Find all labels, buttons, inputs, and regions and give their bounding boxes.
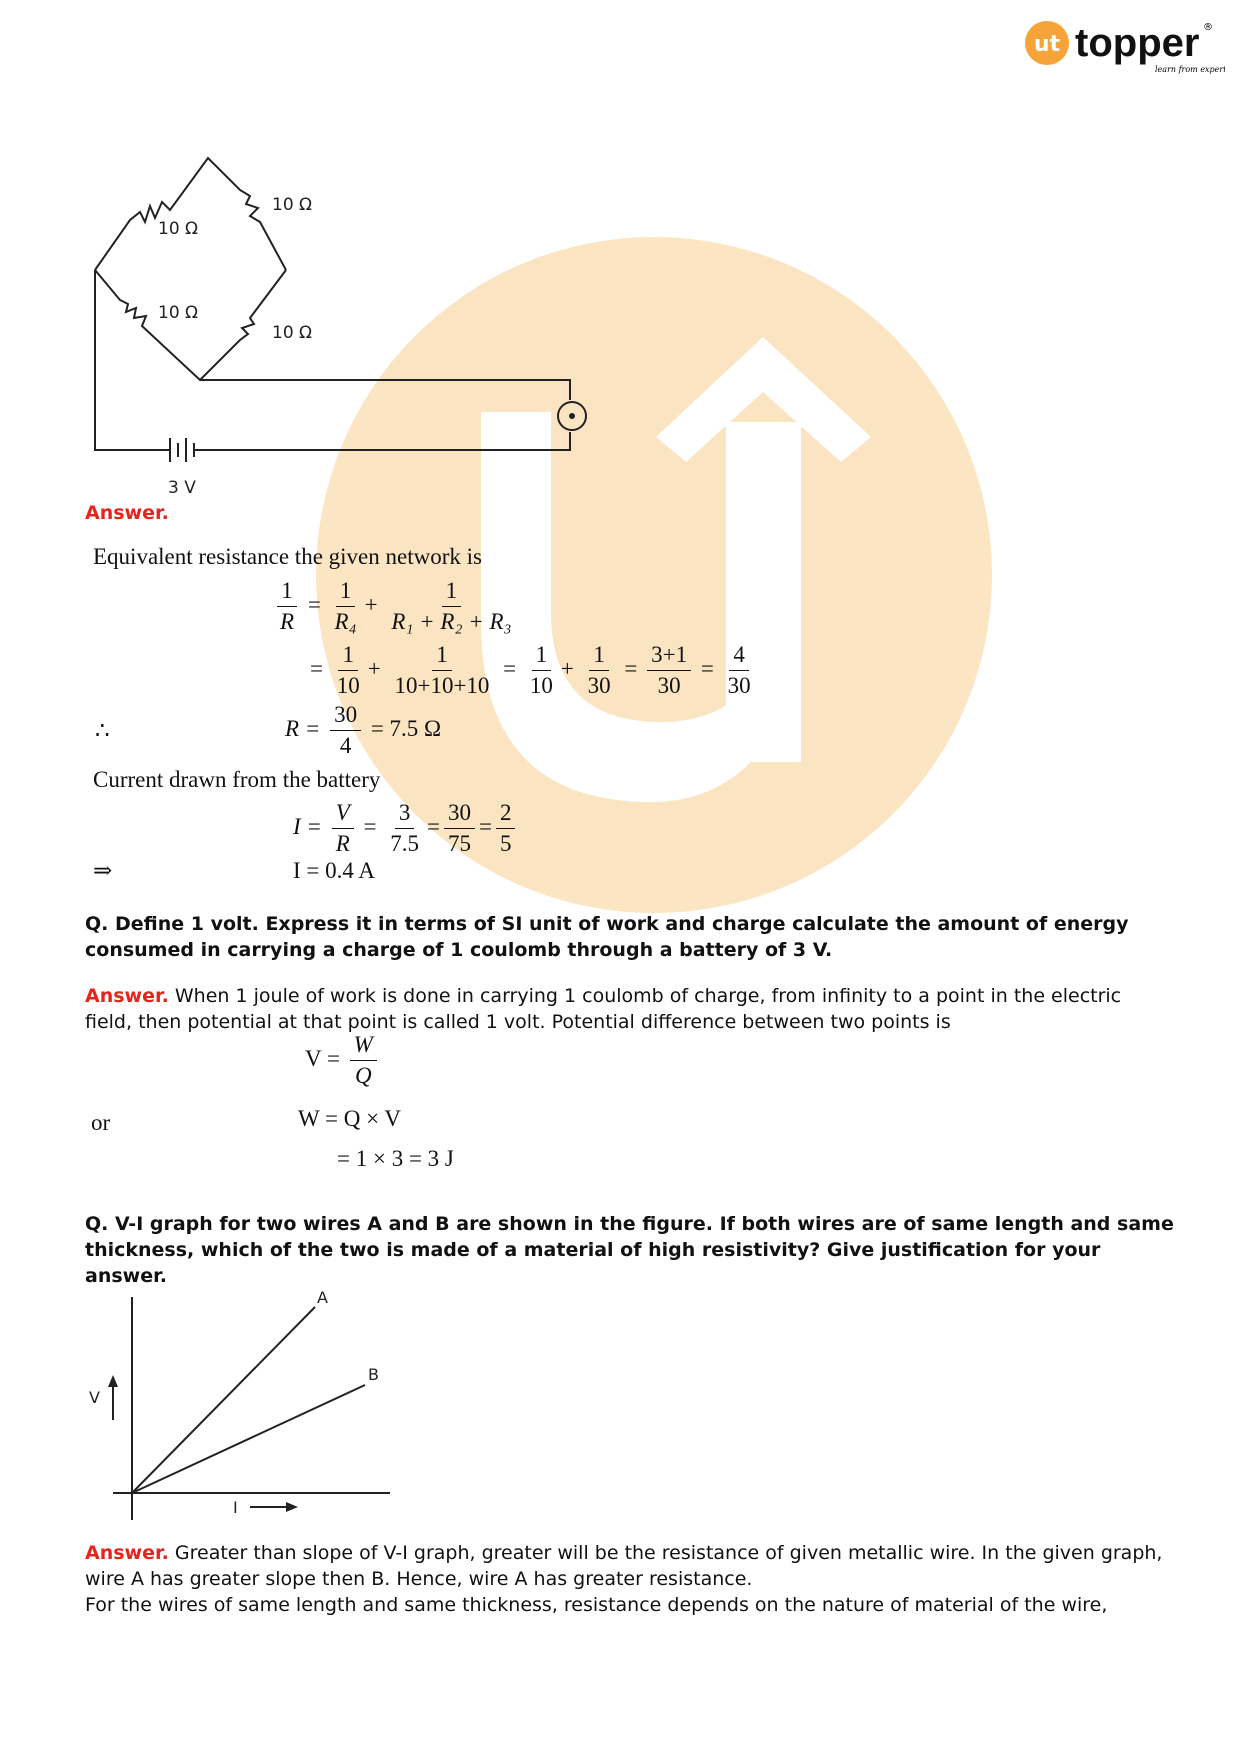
- equation-v-wq: V = $\frac{W}{Q}$: [305, 1030, 381, 1091]
- therefore-symbol: ∴: [95, 718, 110, 743]
- equation-result: = 1 × 3 = 3 J: [337, 1146, 454, 1171]
- resistor-label: 10 Ω: [272, 323, 313, 343]
- label-a: A: [317, 1288, 328, 1307]
- x-axis-label: I: [233, 1498, 238, 1517]
- vi-graph: [85, 1285, 405, 1530]
- question-vi-graph: Q. V-I graph for two wires A and B are shown in the figure. If both wires are of same length and same thickness, which of the two is made of a material of high resistivity? Give justification for your answer.: [85, 1213, 1174, 1287]
- svg-text:ut: ut: [1033, 32, 1061, 57]
- resistor-label: 10 Ω: [158, 303, 199, 323]
- equation-4: I = $\frac{V}{R}$ = $\frac{3}{7.5}$ = $\frac{30}{75}$ = $\frac{2}{5}$: [293, 798, 519, 859]
- circuit-diagram: [90, 150, 610, 510]
- resistor-label: 10 Ω: [272, 195, 313, 215]
- svg-text:learn from experts: learn from experts: [1155, 65, 1225, 74]
- resistor-label: 10 Ω: [158, 219, 199, 239]
- answer-volt: Answer. When 1 joule of work is done in carrying 1 coulomb of charge, from infinity to a point in the electric field, then potential at that point is called 1 volt. Potential difference between two points is: [85, 985, 1122, 1033]
- question-volt: Q. Define 1 volt. Express it in terms of SI unit of work and charge calculate the amount of energy consumed in carrying a charge of 1 coulomb through a battery of 3 V.: [85, 913, 1129, 961]
- equation-w: W = Q × V: [298, 1106, 402, 1131]
- intro-text: Equivalent resistance the given network is: [93, 544, 482, 569]
- svg-text:®: ®: [1203, 22, 1213, 33]
- answer-vi: Answer. Greater than slope of V-I graph, greater will be the resistance of given metallic wire. In the given graph, wire A has greater slope then B. Hence, wire A has greater resistance.: [85, 1542, 1163, 1590]
- equation-1: $\frac{1}{R}$ = $\frac{1}{\text{R₄}}$ + $\frac{1}{\text{R₁ + R₂ + R₃}}$: [272, 576, 520, 637]
- label-b: B: [368, 1365, 379, 1384]
- equation-3: R = $\frac{30}{4}$ = 7.5 Ω: [285, 702, 442, 758]
- line-b: [132, 1385, 365, 1493]
- battery-label: 3 V: [168, 478, 196, 498]
- or-text: or: [91, 1110, 111, 1135]
- svg-text:topper: topper: [1075, 21, 1200, 65]
- answer-vi-continued: For the wires of same length and same thickness, resistance depends on the nature of material of the wire,: [85, 1594, 1108, 1616]
- equation-5: I = 0.4 A: [293, 858, 375, 883]
- answer-label: Answer.: [85, 502, 169, 524]
- equation-2: = $\frac{1}{10}$ + $\frac{1}{10+10+10}$ = $\frac{1}{10}$ + $\frac{1}{30}$ = $\frac{3+1}{30}$ = $\frac{4}{30}$: [310, 642, 751, 698]
- y-axis-label: V: [89, 1388, 100, 1407]
- line-a: [132, 1307, 315, 1493]
- topper-logo: [1025, 18, 1225, 82]
- current-intro: Current drawn from the battery: [93, 767, 381, 792]
- implies-symbol: ⇒: [93, 858, 113, 883]
